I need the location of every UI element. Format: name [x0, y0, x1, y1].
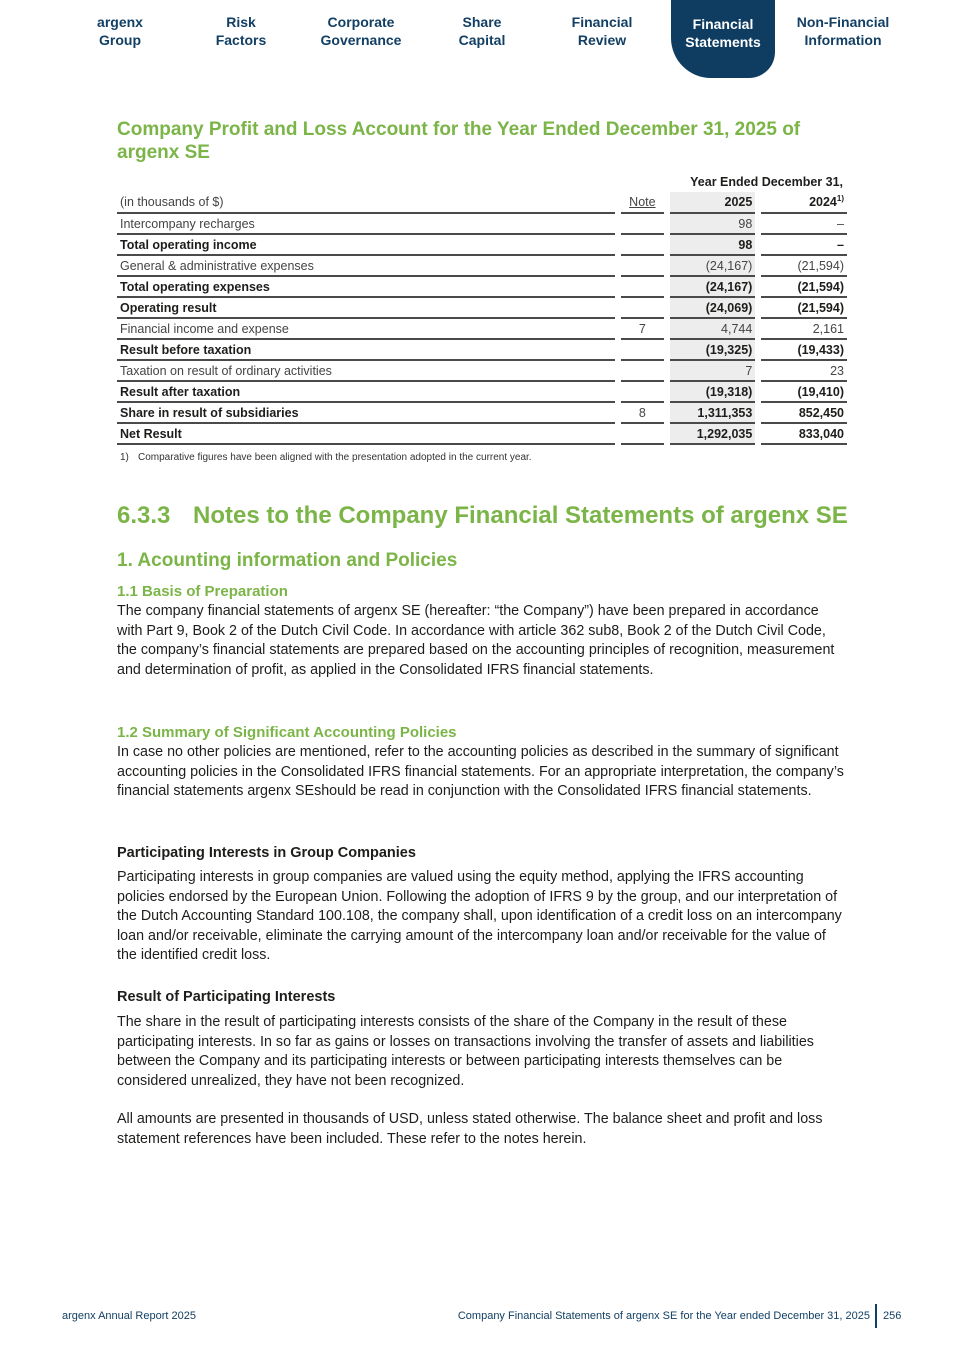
note-header: Note [621, 192, 664, 214]
nav-tab-label: Information [804, 32, 882, 48]
nav-tab-label: Factors [215, 32, 267, 48]
table-row: Taxation on result of ordinary activities 7 23 [117, 361, 847, 382]
nav-tab-corporate-governance[interactable] [311, 0, 411, 62]
paragraph-summary: In case no other policies are mentioned, refer to the accounting policies as described in the summary of significant accounting policies in the Consolidated IFRS financial statements. For an appropriate interpretation, the company’s financial statements argenx SEshould be read in conjunction with the Consolidated IFRS financial statements. [117, 744, 844, 800]
footer-section-title: Company Financial Statements of argenx SE for the Year ended December 31, 2025 [457, 1310, 870, 1322]
nav-tab-label: Capital [458, 32, 506, 48]
nav-tab-label: Governance [320, 32, 402, 48]
prior-year-header: 2024$^{1)}$ [761, 192, 847, 214]
table-row: Share in result of subsidiaries 8 1,311,353 852,450 [117, 403, 847, 424]
section-number: 6.3.3 [117, 502, 171, 529]
heading-basis-of-preparation: 1.1 Basis of Preparation [117, 583, 288, 600]
footer-divider [875, 1304, 877, 1328]
nav-tab-risk-factors[interactable] [191, 0, 291, 62]
footer-report-title: argenx Annual Report 2025 [62, 1310, 196, 1322]
section-title [117, 502, 848, 530]
nav-tab-label: argenx [97, 14, 143, 30]
table-row: Result after taxation (19,318) (19,410) [117, 382, 847, 403]
pl-table-title: Company Profit and Loss Account for the Year Ended December 31, 2025 of argenx SE [117, 119, 801, 163]
table-row: Total operating expenses (24,167) (21,594) [117, 277, 847, 298]
nav-tab-share-capital[interactable] [432, 0, 532, 62]
paragraph-basis: The company financial statements of argenx SE (hereafter: “the Company”) have been prepared in accordance with Part 9, Book 2 of the Dutch Civil Code. In accordance with article 362 sub8, Book 2 of the Dutch Civil Code, the company’s financial statements are prepared based on the accounting principles of recognition, measurement and determination of profit, as applied in the Consolidated IFRS financial statements. [117, 603, 835, 678]
table-row: Intercompany recharges 98 – [117, 214, 847, 235]
table-row: General & administrative expenses (24,167) (21,594) [117, 256, 847, 277]
nav-tab-argenx-group[interactable] [70, 0, 170, 62]
nav-tab-financial-statements[interactable] [671, 0, 775, 78]
table-column-headers [117, 192, 847, 214]
nav-tab-label: Statements [685, 34, 761, 50]
heading-participating-interests: Participating Interests in Group Companies [117, 845, 416, 861]
paragraph-participating: Participating interests in group companies are valued using the equity method, applying the IFRS accounting policies endorsed by the European Union. Following the adoption of IFRS 9 by the group, and our interpretation of the Dutch Accounting Standard 100.108, the company shall, upon identification of a credit loss on an intercompany loan and/or receivable, eliminate the carrying amount of the intercompany loan and/or receivable for the value of the identified credit loss. [117, 869, 842, 964]
nav-tab-label: Non-Financial [796, 14, 890, 30]
table-row: Financial income and expense 7 4,744 2,161 [117, 319, 847, 340]
top-navigation [60, 0, 905, 80]
table-row: Net Result 1,292,035 833,040 [117, 424, 847, 445]
heading-accounting-information: 1. Acounting information and Policies [117, 550, 458, 571]
nav-tab-label: Share [462, 14, 502, 30]
footnote-number: 1) [120, 452, 129, 463]
footnote-marker: 1) [836, 194, 844, 204]
nav-tab-label: Corporate [327, 14, 395, 30]
profit-loss-table [117, 172, 847, 445]
current-year-header: 2025 [670, 192, 756, 214]
year-ended-header: Year Ended December 31, [690, 175, 843, 189]
table-row: Total operating income 98 – [117, 235, 847, 256]
table-header-row [117, 172, 847, 192]
footnote-text: Comparative figures have been aligned with the presentation adopted in the current year. [138, 452, 532, 463]
heading-result-participating: Result of Participating Interests [117, 989, 336, 1005]
nav-tab-label: Group [99, 32, 141, 48]
nav-tab-label: Review [577, 32, 627, 48]
table-row: Operating result (24,069) (21,594) [117, 298, 847, 319]
heading-summary-policies: 1.2 Summary of Significant Accounting Policies [117, 724, 457, 741]
units-label: (in thousands of $) [117, 192, 615, 214]
nav-tab-label: Financial [692, 16, 754, 32]
page-number: 256 [883, 1310, 902, 1322]
table-row: Result before taxation (19,325) (19,433) [117, 340, 847, 361]
nav-tab-label: Financial [571, 14, 633, 30]
table-footnote [120, 452, 532, 463]
section-title-text: Notes to the Company Financial Statements of argenx SE [193, 502, 848, 529]
paragraph-result: The share in the result of participating interests consists of the share of the Company in the result of these participating interests. In so far as gains or losses on transactions involving the transfer of assets and liabilities between the Company and its participating interests or between participating interests themselves can be considered unrealized, they have not been recognized. [117, 1014, 814, 1089]
nav-tab-financial-review[interactable] [552, 0, 652, 62]
paragraph-amounts: All amounts are presented in thousands of USD, unless stated otherwise. The balance sheet and profit and loss statement references have been included. These refer to the notes herein. [117, 1111, 823, 1147]
nav-tab-label: Risk [226, 14, 256, 30]
nav-tab-non-financial-information[interactable] [793, 0, 893, 62]
